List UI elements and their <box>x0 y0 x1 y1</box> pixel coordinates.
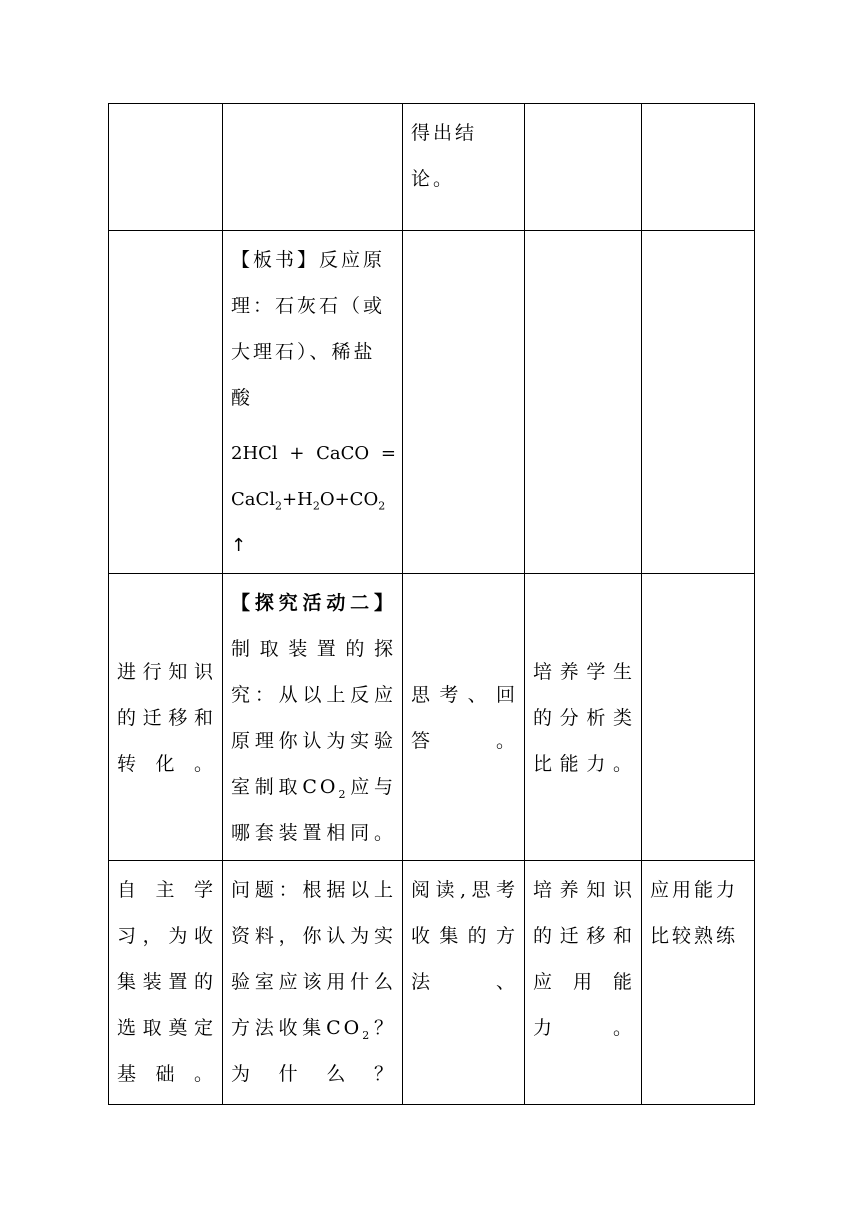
reaction-equation-line1 <box>231 431 396 477</box>
lesson-plan-table <box>108 103 755 1105</box>
reactant-hcl: 2HCl <box>231 443 278 464</box>
cell-intent: 培养知识的迁移和应用能力。 <box>525 861 642 1105</box>
board-text-line: 酸 <box>231 387 254 409</box>
table-row <box>109 104 755 231</box>
board-text-line: 理：石灰石（或 <box>231 295 386 317</box>
cell-remark <box>642 231 755 574</box>
cell-activity <box>109 104 223 231</box>
activity-heading: 【探究活动二】 <box>231 592 396 614</box>
cell-remark <box>642 104 755 231</box>
cell-teacher <box>223 231 403 574</box>
cell-remark <box>642 574 755 861</box>
cell-student: 阅读,思考收集的方法、 <box>403 861 525 1105</box>
cell-intent <box>525 231 642 574</box>
cell-activity: 自主学习，为收集装置的选取奠定基础。 <box>109 861 223 1105</box>
plus-sign: + <box>289 443 305 464</box>
cell-teacher: 问题：根据以上资料，你认为实验室应该用什么方法收集$CO_2$？为什么？ <box>223 861 403 1105</box>
cell-teacher <box>223 104 403 231</box>
gas-arrow-icon: ↑ <box>231 535 247 556</box>
cell-student: 得出结论。 <box>403 104 525 231</box>
table-row <box>109 861 755 1105</box>
board-text-line: 大理石）、稀盐 <box>231 341 376 363</box>
cell-student <box>403 231 525 574</box>
cell-remark: 应用能力比较熟练 <box>642 861 755 1105</box>
cell-intent <box>525 104 642 231</box>
activity-body: 制取装置的探究：从以上反应原理你认为实验室制取$CO_2$应与哪套装置相同。 <box>231 638 396 844</box>
cell-activity <box>109 231 223 574</box>
board-text-line: 【板书】反应原 <box>231 249 386 271</box>
reactant-caco: CaCO <box>316 443 370 464</box>
reaction-equation-line2: $CaCl_2+H_2O+CO_2↑$ <box>231 489 386 556</box>
cell-activity: 进行知识的迁移和转化。 <box>109 574 223 861</box>
cell-teacher <box>223 574 403 861</box>
cell-student: 思考、回答。 <box>403 574 525 861</box>
cell-intent: 培养学生的分析类比能力。 <box>525 574 642 861</box>
table-row <box>109 231 755 574</box>
table-row <box>109 574 755 861</box>
equals-sign: = <box>380 443 396 464</box>
